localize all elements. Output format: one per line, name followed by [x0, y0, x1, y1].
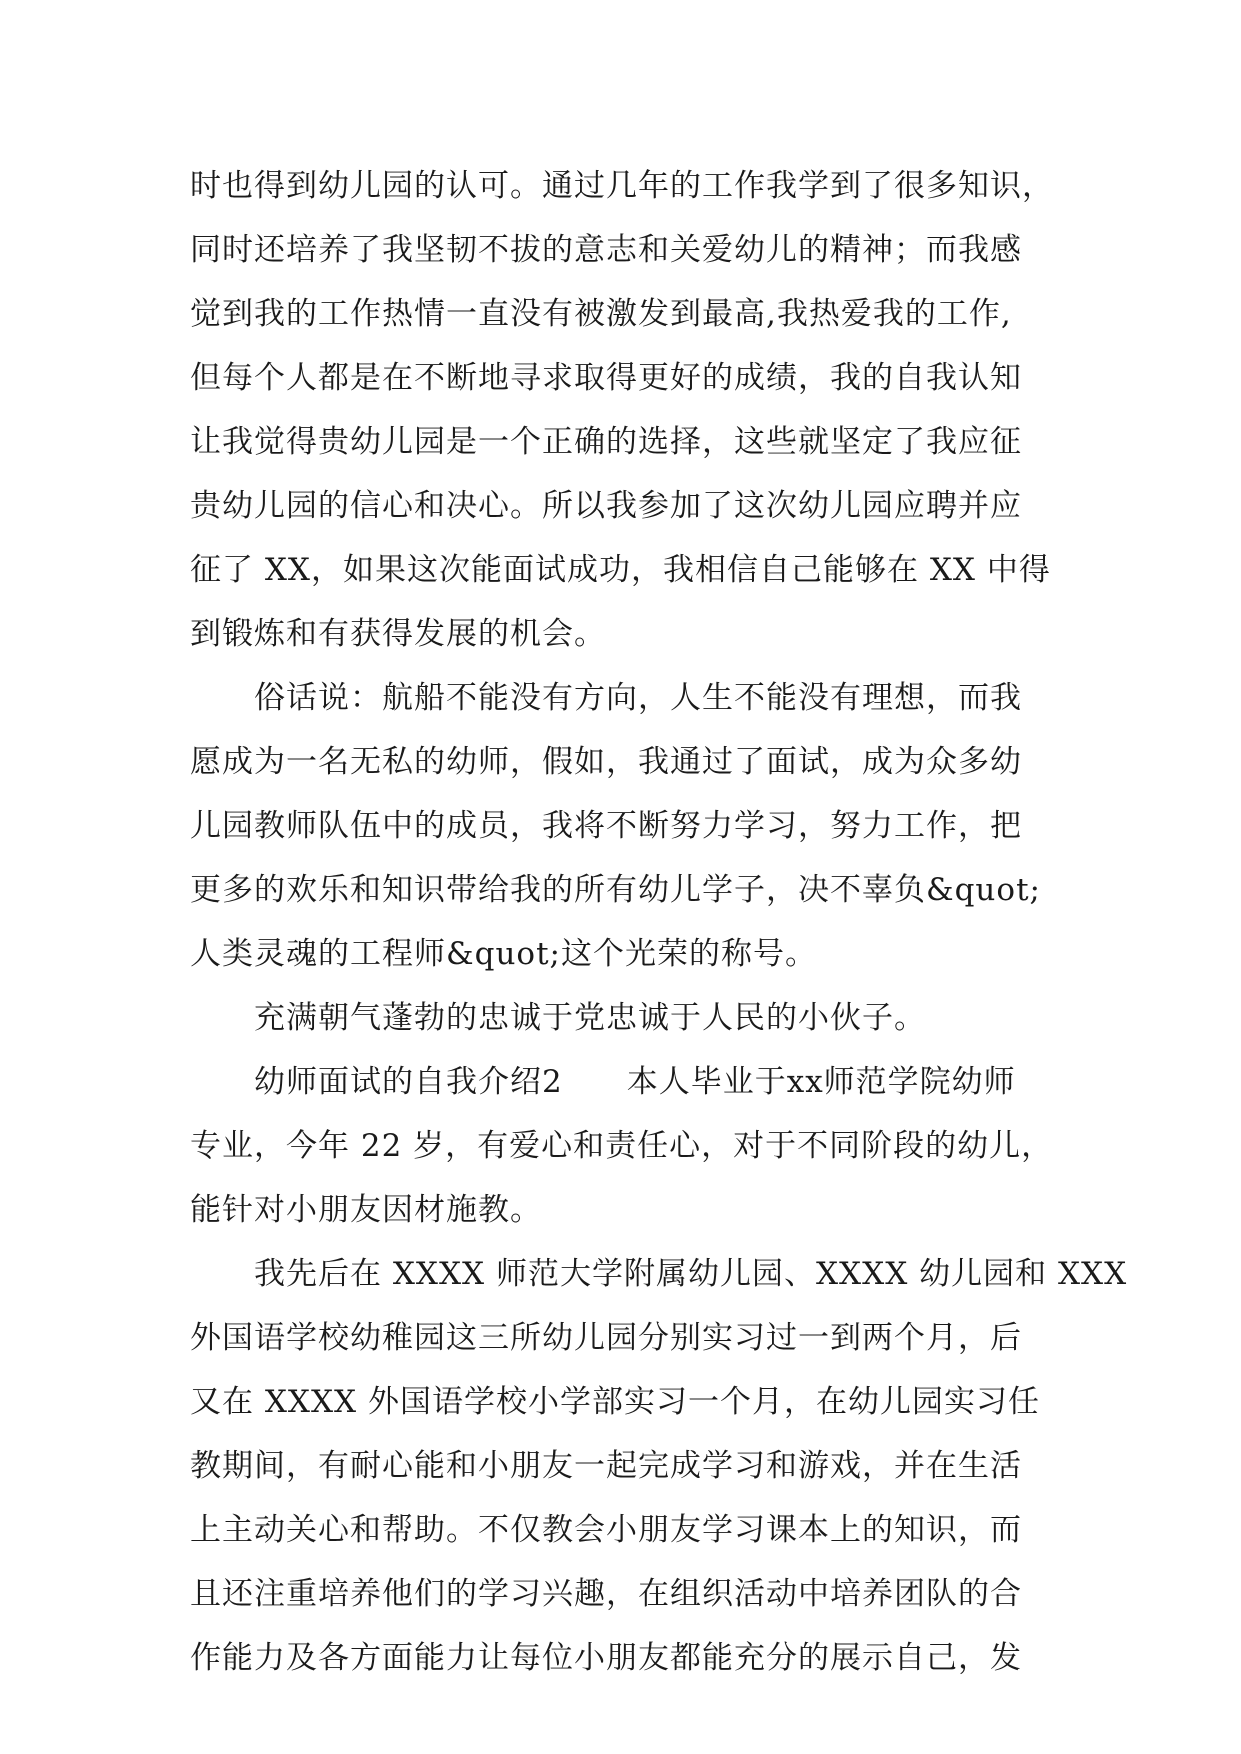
text-line: 愿成为一名无私的幼师，假如，我通过了面试，成为众多幼: [190, 744, 1022, 780]
text-line: 同时还培养了我坚韧不拔的意志和关爱幼儿的精神；而我感: [190, 232, 1022, 268]
text-line: 更多的欢乐和知识带给我的所有幼儿学子，决不辜负&quot;: [190, 872, 1041, 908]
paragraph-start-line: 我先后在 XXXX 师范大学附属幼儿园、XXXX 幼儿园和 XXX: [254, 1256, 1128, 1292]
paragraph-start-line: 充满朝气蓬勃的忠诚于党忠诚于人民的小伙子。: [254, 1000, 926, 1036]
text-line: 时也得到幼儿园的认可。通过几年的工作我学到了很多知识，: [190, 168, 1054, 204]
text-line: 让我觉得贵幼儿园是一个正确的选择，这些就坚定了我应征: [190, 424, 1022, 460]
text-line: 外国语学校幼稚园这三所幼儿园分别实习过一到两个月，后: [190, 1320, 1022, 1356]
text-line: 儿园教师队伍中的成员，我将不断努力学习，努力工作，把: [190, 808, 1022, 844]
text-line: 专业，今年 22 岁，有爱心和责任心，对于不同阶段的幼儿，: [190, 1128, 1054, 1164]
section-heading-line: 幼师面试的自我介绍2 本人毕业于xx师范学院幼师: [254, 1064, 1016, 1100]
text-line: 作能力及各方面能力让每位小朋友都能充分的展示自己，发: [190, 1640, 1022, 1676]
text-line: 又在 XXXX 外国语学校小学部实习一个月，在幼儿园实习任: [190, 1384, 1040, 1420]
text-line: 到锻炼和有获得发展的机会。: [190, 616, 606, 652]
text-line: 但每个人都是在不断地寻求取得更好的成绩，我的自我认知: [190, 360, 1022, 396]
paragraph-start-line: 俗话说：航船不能没有方向，人生不能没有理想，而我: [254, 680, 1022, 716]
text-line: 贵幼儿园的信心和决心。所以我参加了这次幼儿园应聘并应: [190, 488, 1022, 524]
text-line: 且还注重培养他们的学习兴趣，在组织活动中培养团队的合: [190, 1576, 1022, 1612]
text-line: 教期间，有耐心能和小朋友一起完成学习和游戏，并在生活: [190, 1448, 1022, 1484]
text-line: 上主动关心和帮助。不仅教会小朋友学习课本上的知识，而: [190, 1512, 1022, 1548]
text-line: 人类灵魂的工程师&quot;这个光荣的称号。: [190, 936, 817, 972]
text-line: 能针对小朋友因材施教。: [190, 1192, 542, 1228]
text-line: 觉到我的工作热情一直没有被激发到最高,我热爱我的工作,: [190, 296, 1012, 332]
text-line: 征了 XX，如果这次能面试成功，我相信自己能够在 XX 中得: [190, 552, 1051, 588]
